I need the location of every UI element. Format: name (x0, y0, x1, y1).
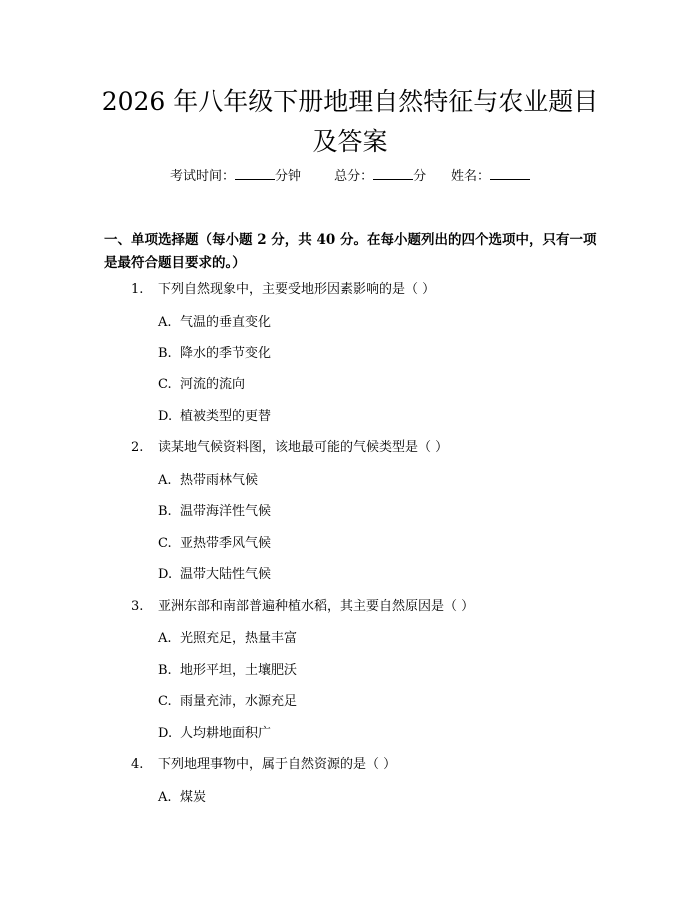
option-text: 煤炭 (180, 790, 207, 805)
name-blank (490, 167, 530, 180)
option-text: 地形平坦，土壤肥沃 (180, 663, 298, 678)
title-line-1: 2026 年八年级下册地理自然特征与农业题目 (101, 87, 599, 116)
question-2 (131, 438, 448, 458)
question-1 (131, 280, 435, 300)
option-letter: B. (158, 663, 172, 678)
option-letter: C. (158, 694, 172, 709)
option-3b (158, 661, 297, 681)
option-text: 光照充足，热量丰富 (180, 631, 298, 646)
time-unit: 分钟 (275, 169, 302, 184)
option-2b (158, 502, 271, 522)
score-label: 总分： (334, 169, 374, 184)
option-2a (158, 471, 258, 491)
option-letter: D. (158, 409, 173, 424)
option-text: 亚热带季风气候 (180, 536, 272, 551)
option-letter: A. (158, 790, 172, 805)
title-line-2: 及答案 (312, 127, 388, 156)
option-3a (158, 629, 297, 649)
option-letter: C. (158, 536, 172, 551)
option-letter: B. (158, 504, 172, 519)
option-text: 河流的流向 (180, 377, 246, 392)
time-blank (235, 167, 275, 180)
option-letter: A. (158, 631, 172, 646)
option-4a (158, 788, 206, 808)
score-unit: 分 (413, 169, 427, 184)
option-letter: A. (158, 315, 172, 330)
exam-info-line (0, 167, 700, 187)
question-number: 3. (131, 599, 144, 614)
option-2c (158, 534, 271, 554)
option-text: 雨量充沛，水源充足 (180, 694, 298, 709)
option-letter: D. (158, 726, 173, 741)
section-header: 一、单项选择题（每小题 2 分，共 40 分。在每小题列出的四个选项中，只有一项是最符合题目要求的。） (104, 232, 597, 271)
option-3d (158, 724, 271, 744)
option-1b (158, 344, 271, 364)
option-text: 热带雨林气候 (180, 473, 259, 488)
time-label: 考试时间： (170, 169, 236, 184)
option-1c (158, 375, 245, 395)
name-label: 姓名： (450, 169, 490, 184)
question-text: 读某地气候资料图，该地最可能的气候类型是（ ） (158, 440, 449, 455)
question-number: 4. (131, 757, 144, 772)
question-4 (131, 755, 396, 775)
option-text: 降水的季节变化 (180, 346, 272, 361)
page-title (60, 82, 640, 162)
question-text: 下列地理事物中，属于自然资源的是（ ） (158, 757, 397, 772)
question-3 (131, 597, 474, 617)
option-letter: C. (158, 377, 172, 392)
question-number: 2. (131, 440, 144, 455)
option-text: 植被类型的更替 (180, 409, 272, 424)
score-blank (373, 167, 413, 180)
option-1a (158, 313, 271, 333)
option-letter: B. (158, 346, 172, 361)
question-number: 1. (131, 282, 144, 297)
option-1d (158, 407, 271, 427)
option-text: 温带大陆性气候 (180, 567, 272, 582)
option-text: 人均耕地面积广 (180, 726, 272, 741)
option-letter: A. (158, 473, 172, 488)
option-text: 气温的垂直变化 (180, 315, 272, 330)
option-2d (158, 565, 271, 585)
option-3c (158, 692, 297, 712)
question-text: 下列自然现象中，主要受地形因素影响的是（ ） (158, 282, 436, 297)
option-text: 温带海洋性气候 (180, 504, 272, 519)
option-letter: D. (158, 567, 173, 582)
question-text: 亚洲东部和南部普遍种植水稻，其主要自然原因是（ ） (158, 599, 475, 614)
